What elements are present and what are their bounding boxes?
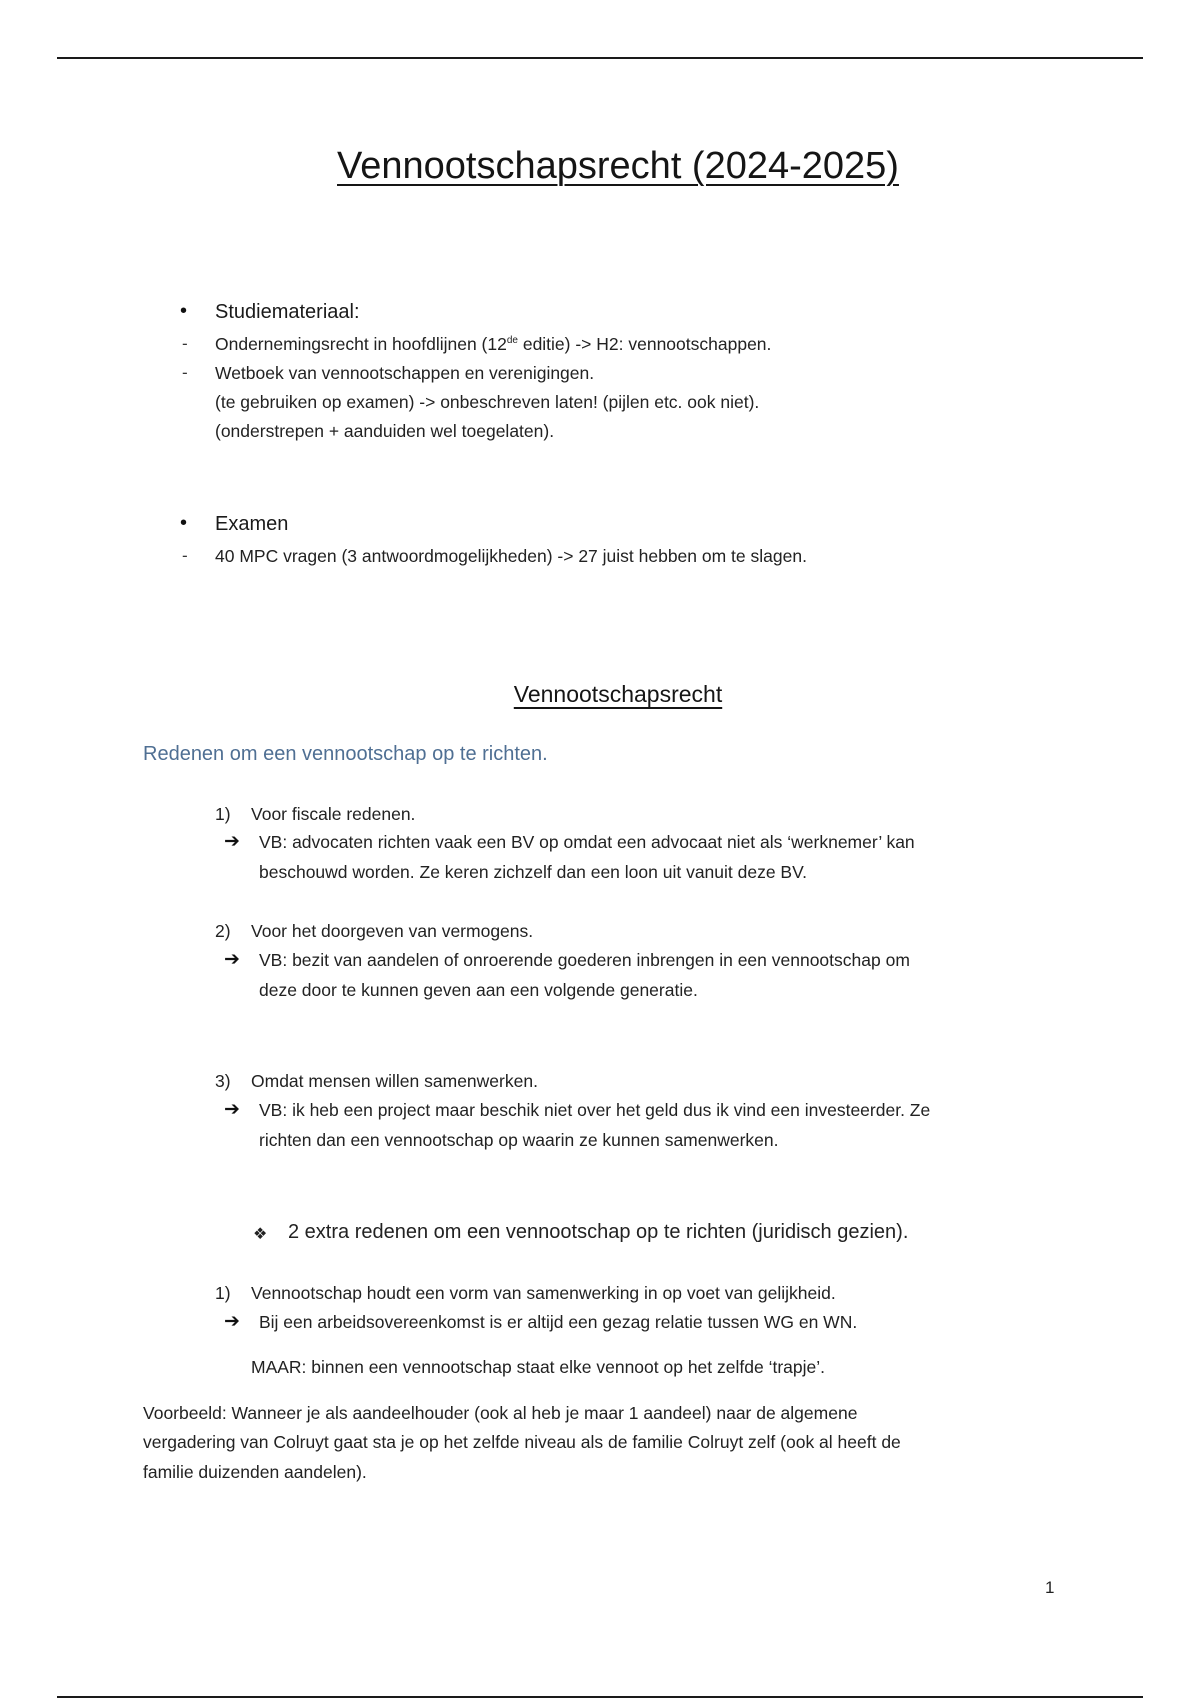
exam-item-1: 40 MPC vragen (3 antwoordmogelijkheden) -> 27 juist hebben om te slagen. (215, 546, 807, 566)
diamond-bullet-icon: ❖ (253, 1226, 268, 1243)
reason-1-line-1: VB: advocaten richten vaak een BV op omdat een advocaat niet als ‘werknemer’ kan (259, 832, 915, 852)
arrow-right-icon: ➔ (224, 1311, 240, 1332)
extra-1-arrow-text: Bij een arbeidsovereenkomst is er altijd een gezag relatie tussen WG en WN. (259, 1312, 858, 1332)
section-title: Vennootschapsrecht (513, 681, 723, 707)
item-1-text-pre: Ondernemingsrecht in hoofdlijnen (12 (215, 334, 507, 354)
top-rule (57, 57, 1143, 59)
dash-marker: - (182, 363, 188, 382)
reason-3-title: Omdat mensen willen samenwerken. (251, 1071, 538, 1091)
extra-1-number: 1) (215, 1283, 231, 1303)
study-material-item-2-line-1: Wetboek van vennootschappen en verenigingen. (215, 363, 595, 383)
reason-2-line-1: VB: bezit van aandelen of onroerende goederen inbrengen in een vennootschap om (259, 950, 910, 970)
example-line-3: familie duizenden aandelen). (143, 1462, 367, 1482)
arrow-right-icon: ➔ (224, 949, 240, 970)
reason-3-line-2: richten dan een vennootschap op waarin ze kunnen samenwerken. (259, 1130, 779, 1150)
bullet-icon: • (180, 300, 188, 322)
example-line-1: Voorbeeld: Wanneer je als aandeelhouder (ook al heb je maar 1 aandeel) naar de algemene (143, 1403, 858, 1423)
reason-1-number: 1) (215, 804, 231, 824)
exam-heading: Examen (215, 513, 289, 535)
extra-heading: 2 extra redenen om een vennootschap op te richten (juridisch gezien). (288, 1221, 909, 1243)
study-material-item-1 (215, 334, 771, 355)
page-title: Vennootschapsrecht (2024-2025) (337, 145, 899, 187)
arrow-right-icon: ➔ (224, 831, 240, 852)
reason-1-line-2: beschouwd worden. Ze keren zichzelf dan een loon uit vanuit deze BV. (259, 862, 808, 882)
reason-2-title: Voor het doorgeven van vermogens. (251, 921, 534, 941)
reason-1-title: Voor fiscale redenen. (251, 804, 416, 824)
example-line-2: vergadering van Colruyt gaat sta je op het zelfde niveau als de familie Colruyt zelf (ook al heeft de (143, 1432, 901, 1452)
study-material-item-2-line-2: (te gebruiken op examen) -> onbeschreven laten! (pijlen etc. ook niet). (215, 392, 760, 412)
arrow-right-icon: ➔ (224, 1099, 240, 1120)
reason-3-line-1: VB: ik heb een project maar beschik niet over het geld dus ik vind een investeerder. Ze (259, 1100, 931, 1120)
extra-1-title: Vennootschap houdt een vorm van samenwerking in op voet van gelijkheid. (251, 1283, 836, 1303)
item-1-superscript: de (506, 335, 518, 347)
dash-marker: - (182, 334, 188, 353)
item-1-text-post: editie) -> H2: vennootschappen. (517, 334, 772, 354)
page-number: 1 (1045, 1578, 1055, 1597)
reason-3-number: 3) (215, 1071, 231, 1091)
study-material-heading: Studiemateriaal: (215, 301, 360, 323)
study-material-item-2-line-3: (onderstrepen + aanduiden wel toegelaten). (215, 421, 555, 441)
bottom-rule (57, 1696, 1143, 1698)
dash-marker: - (182, 546, 188, 565)
bullet-icon: • (180, 512, 188, 534)
reason-2-number: 2) (215, 921, 231, 941)
extra-1-maar: MAAR: binnen een vennootschap staat elke vennoot op het zelfde ‘trapje’. (251, 1357, 825, 1377)
section-heading: Redenen om een vennootschap op te richten. (143, 743, 548, 765)
reason-2-line-2: deze door te kunnen geven aan een volgende generatie. (259, 980, 698, 1000)
